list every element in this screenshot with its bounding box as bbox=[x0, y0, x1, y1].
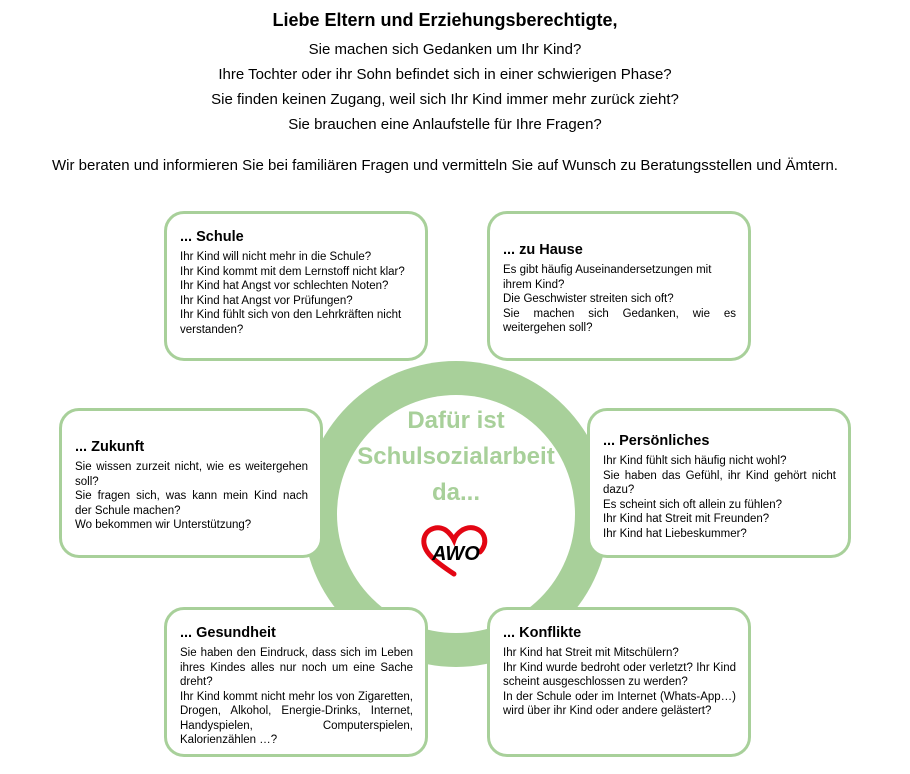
topic-line: Sie haben das Gefühl, ihr Kind gehört nicht dazu? bbox=[603, 469, 836, 496]
topic-heading: ... zu Hause bbox=[503, 242, 583, 258]
svg-text:AWO: AWO bbox=[432, 543, 480, 565]
intro-line: Sie finden keinen Zugang, weil sich Ihr Kind immer mehr zurück zieht? bbox=[211, 91, 679, 108]
topic-line: Ihr Kind hat Liebeskummer? bbox=[603, 527, 747, 540]
topic-box-persoenliches bbox=[587, 408, 851, 558]
topic-line: In der Schule oder im Internet (Whats-App…) wird über ihr Kind oder andere gelästert? bbox=[503, 690, 736, 717]
topic-line: Ihr Kind kommt nicht mehr los von Zigaretten, Drogen, Alkohol, Energie-Drinks, Internet, Handyspielen, Computerspielen, Kalorienzählen …? bbox=[180, 690, 413, 746]
topic-heading: ... Zukunft bbox=[75, 439, 145, 455]
topic-heading: ... Persönliches bbox=[603, 433, 710, 449]
topic-line: Ihr Kind wurde bedroht oder verletzt? Ihr Kind scheint ausgeschlossen zu werden? bbox=[503, 661, 736, 688]
topic-heading: ... Schule bbox=[180, 229, 244, 245]
topic-line: Sie haben den Eindruck, dass sich im Leben ihres Kindes alles nur noch um eine Sache dreht? bbox=[180, 647, 413, 688]
topic-line: Die Geschwister streiten sich oft? bbox=[503, 293, 674, 305]
topic-line: Es scheint sich oft allein zu fühlen? bbox=[603, 498, 782, 511]
topic-line: Sie fragen sich, was kann mein Kind nach der Schule machen? bbox=[75, 490, 308, 517]
awo-logo bbox=[418, 522, 490, 578]
intro-line: Sie machen sich Gedanken um Ihr Kind? bbox=[308, 41, 582, 58]
topic-heading: ... Gesundheit bbox=[180, 625, 276, 641]
topic-box-zukunft bbox=[59, 408, 323, 558]
topic-line: Sie wissen zurzeit nicht, wie es weitergehen soll? bbox=[75, 461, 308, 488]
topic-line: Ihr Kind will nicht mehr in die Schule? bbox=[180, 251, 372, 263]
topic-line: Ihr Kind hat Angst vor Prüfungen? bbox=[180, 294, 353, 307]
intro-line: Sie brauchen eine Anlaufstelle für Ihre Fragen? bbox=[288, 116, 602, 133]
topic-line: Ihr Kind fühlt sich von den Lehrkräften nicht verstanden? bbox=[180, 309, 402, 336]
topic-line: Es gibt häufig Auseinandersetzungen mit ihrem Kind? bbox=[503, 264, 712, 291]
center-slogan bbox=[337, 403, 575, 511]
letter-header bbox=[0, 8, 890, 137]
topic-box-konflikte bbox=[487, 607, 751, 757]
topic-heading: ... Konflikte bbox=[503, 625, 582, 641]
center-line: Dafür ist bbox=[407, 407, 505, 434]
topic-line: Ihr Kind hat Streit mit Freunden? bbox=[603, 513, 770, 525]
center-line: da... bbox=[431, 479, 480, 506]
summary-text: Wir beraten und informieren Sie bei familiären Fragen und vermitteln Sie auf Wunsch zu Beratungsstellen und Ämtern. bbox=[52, 157, 838, 174]
page-title: Liebe Eltern und Erziehungsberechtigte, bbox=[272, 10, 618, 30]
topic-line: Wo bekommen wir Unterstützung? bbox=[75, 519, 252, 531]
topic-box-gesundheit bbox=[164, 607, 428, 757]
topic-line: Ihr Kind hat Streit mit Mitschülern? bbox=[503, 647, 679, 659]
topic-box-zu-hause bbox=[487, 211, 751, 361]
topic-line: Sie machen sich Gedanken, wie es weitergehen soll? bbox=[503, 307, 736, 334]
topic-box-schule bbox=[164, 211, 428, 361]
topic-line: Ihr Kind hat Angst vor schlechten Noten? bbox=[180, 280, 389, 292]
center-line: Schulsozialarbeit bbox=[357, 443, 555, 470]
topic-line: Ihr Kind fühlt sich häufig nicht wohl? bbox=[603, 455, 787, 467]
intro-line: Ihre Tochter oder ihr Sohn befindet sich in einer schwierigen Phase? bbox=[218, 66, 672, 83]
topic-line: Ihr Kind kommt mit dem Lernstoff nicht klar? bbox=[180, 265, 405, 278]
